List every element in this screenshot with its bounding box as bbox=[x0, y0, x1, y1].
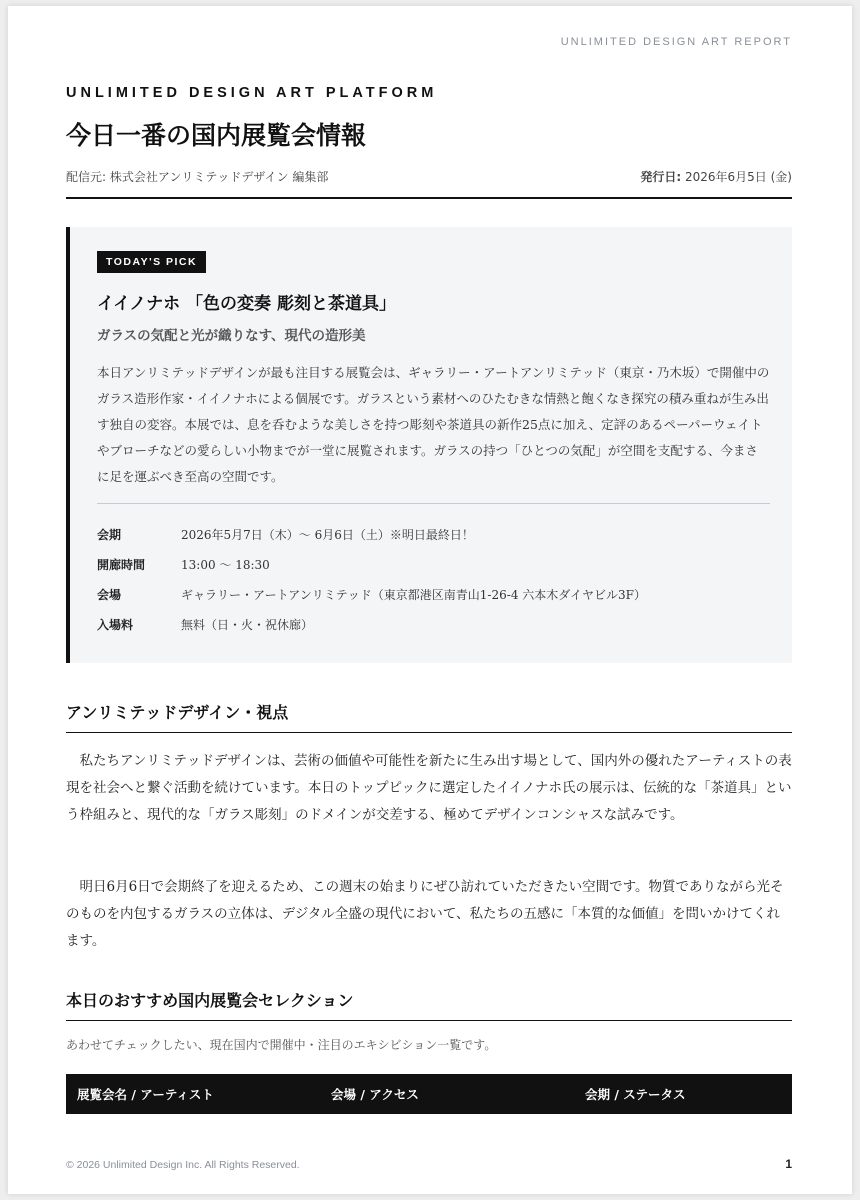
viewpoint-heading: アンリミテッドデザイン・視点 bbox=[66, 700, 792, 733]
publisher: 配信元: 株式会社アンリミテッドデザイン 編集部 bbox=[66, 170, 329, 184]
publish-date-label: 発行日: bbox=[640, 170, 682, 184]
pick-subtitle: ガラスの気配と光が織りなす、現代の造形美 bbox=[97, 328, 366, 344]
detail-value: ギャラリー・アートアンリミテッド（東京都港区南青山1-26-4 六本木ダイヤビル3F） bbox=[181, 587, 646, 602]
detail-row-period bbox=[97, 519, 770, 549]
detail-label: 会期 bbox=[97, 527, 122, 542]
todays-pick-card bbox=[66, 227, 792, 663]
report-page bbox=[8, 6, 852, 1194]
detail-row-fee bbox=[97, 609, 770, 639]
report-label: UNLIMITED DESIGN ART REPORT bbox=[560, 36, 792, 48]
pick-divider bbox=[97, 503, 770, 504]
pick-description: 本日アンリミテッドデザインが最も注目する展覧会は、ギャラリー・アートアンリミテッド（東京・乃木坂）で開催中のガラス造形作家・イイノナホによる個展です。ガラスという素材へのひたむきな情熱と飽くなき探究の積み重ねが生み出す独自の変容。本展では、息を呑むような美しさを持つ彫刻や茶道具の新作25点に加え、定評のあるペーパーウェイトやブローチなどの愛らしい小物までが一堂に展覧されます。ガラスの持つ「ひとつの気配」が空間を支配する、今まさに足を運ぶべき至高の空間です。 bbox=[97, 365, 770, 484]
page-number: 1 bbox=[785, 1157, 792, 1171]
copyright: © 2026 Unlimited Design Inc. All Rights Reserved. bbox=[66, 1159, 300, 1171]
publish-date-value: 2026年6月5日 (金) bbox=[685, 170, 792, 184]
detail-label: 開廊時間 bbox=[97, 557, 146, 572]
detail-row-venue bbox=[97, 579, 770, 609]
exhibition-details bbox=[97, 519, 770, 639]
platform-name: UNLIMITED DESIGN ART PLATFORM bbox=[66, 85, 438, 101]
header-divider bbox=[66, 197, 792, 199]
todays-pick-badge: TODAY'S PICK bbox=[97, 251, 206, 273]
page-title: 今日一番の国内展覧会情報 bbox=[66, 121, 367, 150]
column-header-venue: 会場 / アクセス bbox=[331, 1087, 419, 1102]
selection-heading: 本日のおすすめ国内展覧会セレクション bbox=[66, 988, 792, 1021]
column-header-exhibition: 展覧会名 / アーティスト bbox=[77, 1087, 214, 1102]
detail-row-hours bbox=[97, 549, 770, 579]
publish-date bbox=[640, 168, 792, 185]
selection-intro: あわせてチェックしたい、現在国内で開催中・注目のエキシビション一覧です。 bbox=[66, 1038, 497, 1052]
detail-label: 会場 bbox=[97, 587, 122, 602]
column-header-period: 会期 / ステータス bbox=[585, 1087, 686, 1102]
viewpoint-paragraph-2: 明日6月6日で会期終了を迎えるため、この週末の始まりにぜひ訪れていただきたい空間です。物質でありながら光そのものを内包するガラスの立体は、デジタル全盛の現代において、私たちの五感に「本質的な価値」を問いかけてくれます。 bbox=[66, 879, 784, 949]
pick-title: イイノナホ 「色の変奏 彫刻と茶道具」 bbox=[97, 294, 396, 314]
detail-label: 入場料 bbox=[97, 617, 134, 632]
viewpoint-paragraph-1: 私たちアンリミテッドデザインは、芸術の価値や可能性を新たに生み出す場として、国内外の優れたアーティストの表現を社会へと繋ぐ活動を続けています。本日のトップピックに選定したイイノナホ氏の展示は、伝統的な「茶道具」という枠組みと、現代的な「ガラス彫刻」のドメインが交差する、極めてデザインコンシャスな試みです。 bbox=[66, 753, 792, 823]
meta-row bbox=[66, 168, 792, 185]
detail-value: 2026年5月7日（木）〜 6月6日（土）※明日最終日！ bbox=[181, 527, 474, 542]
detail-value: 無料（日・火・祝休廊） bbox=[181, 617, 314, 632]
detail-value: 13:00 〜 18:30 bbox=[181, 557, 270, 572]
selection-table-header bbox=[66, 1074, 792, 1114]
